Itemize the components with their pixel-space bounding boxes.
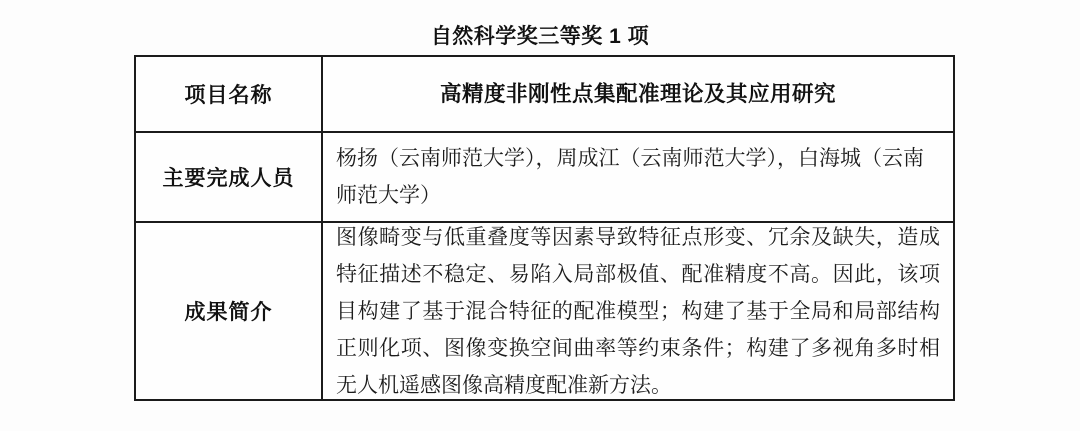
contributors-text: 杨扬（云南师范大学），周成江（云南师范大学），白海城（云南师范大学） (336, 147, 924, 207)
row-value-contributors (323, 133, 953, 221)
row-label-summary: 成果简介 (136, 223, 323, 399)
row-value-summary (323, 223, 953, 399)
summary-text: 图像畸变与低重叠度等因素导致特征点形变、冗余及缺失，造成特征描述不稳定、易陷入局部极值、配准精度不高。因此，该项目构建了基于混合特征的配准模型；构建了基于全局和局部结构正则化项、图像变换空间曲率等约束条件；构建了多视角多时相无人机遥感图像高精度配准新方法。 (336, 225, 940, 397)
table-row-summary (136, 221, 953, 399)
row-label-contributors: 主要完成人员 (136, 133, 323, 221)
row-label-project-name: 项目名称 (136, 57, 323, 131)
table-row-contributors (136, 131, 953, 221)
award-info-table (134, 55, 955, 401)
table-row-project-name (136, 57, 953, 131)
page-title: 自然科学奖三等奖 1 项 (430, 25, 650, 48)
row-value-project-name (323, 57, 953, 131)
project-name-text: 高精度非刚性点集配准理论及其应用研究 (439, 81, 836, 106)
